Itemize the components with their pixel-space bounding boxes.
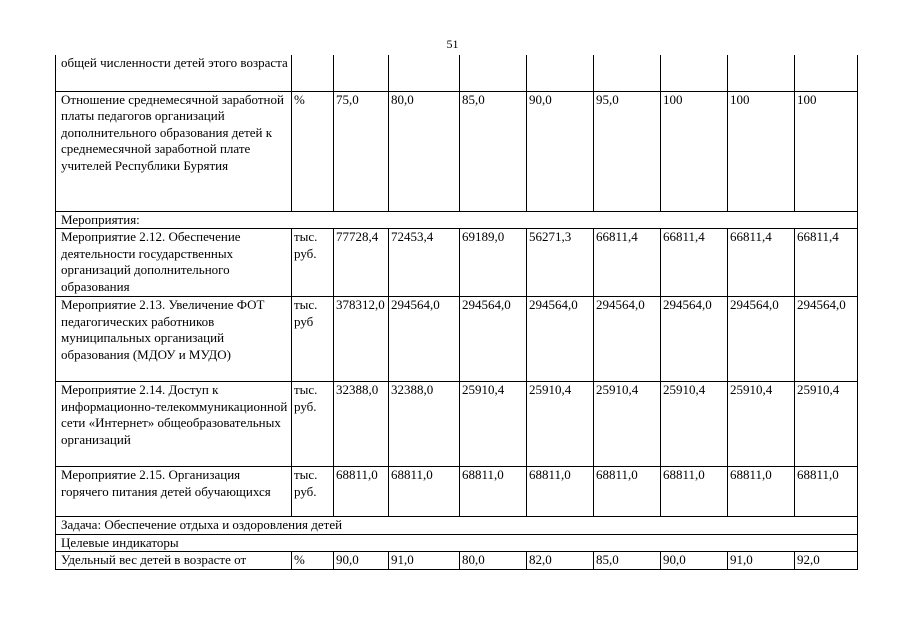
value-cell: 90,0 [527, 91, 594, 211]
value-cell: 100 [795, 91, 858, 211]
unit-cell: тыс. руб. [292, 382, 334, 467]
value-cell: 82,0 [527, 552, 594, 570]
value-cell: 294564,0 [728, 297, 795, 382]
value-cell: 294564,0 [389, 297, 460, 382]
table-row [56, 534, 858, 552]
value-cell: 68811,0 [334, 467, 389, 517]
value-cell: 66811,4 [594, 229, 661, 297]
section-heading: Мероприятия: [56, 211, 858, 229]
value-cell: 294564,0 [460, 297, 527, 382]
page-number: 51 [446, 37, 459, 51]
table-row [56, 55, 858, 91]
value-cell [795, 55, 858, 91]
value-cell: 100 [661, 91, 728, 211]
value-cell: 25910,4 [460, 382, 527, 467]
value-cell: 25910,4 [795, 382, 858, 467]
value-cell: 90,0 [661, 552, 728, 570]
value-cell: 378312,0 [334, 297, 389, 382]
section-heading: Целевые индикаторы [56, 534, 858, 552]
value-cell: 294564,0 [795, 297, 858, 382]
table-row [56, 517, 858, 535]
table-row [56, 91, 858, 211]
value-cell: 66811,4 [795, 229, 858, 297]
value-cell [728, 55, 795, 91]
unit-cell: тыс. руб. [292, 229, 334, 297]
table-row [56, 552, 858, 570]
value-cell: 80,0 [460, 552, 527, 570]
unit-cell: тыс. руб [292, 297, 334, 382]
unit-cell [292, 55, 334, 91]
indicator-description: Отношение среднемесячной заработной платы педагогов организаций дополнительного образования детей к среднемесячной заработной плате учителей Республики Бурятия [56, 91, 292, 211]
value-cell: 91,0 [389, 552, 460, 570]
value-cell [527, 55, 594, 91]
value-cell: 91,0 [728, 552, 795, 570]
value-cell: 32388,0 [334, 382, 389, 467]
value-cell: 68811,0 [460, 467, 527, 517]
value-cell: 56271,3 [527, 229, 594, 297]
value-cell: 68811,0 [728, 467, 795, 517]
table-row [56, 467, 858, 517]
value-cell: 95,0 [594, 91, 661, 211]
value-cell: 85,0 [460, 91, 527, 211]
table-row [56, 229, 858, 297]
table-row [56, 382, 858, 467]
value-cell: 294564,0 [527, 297, 594, 382]
value-cell: 25910,4 [661, 382, 728, 467]
indicator-description: Удельный вес детей в возрасте от [56, 552, 292, 570]
value-cell [594, 55, 661, 91]
value-cell [661, 55, 728, 91]
value-cell: 85,0 [594, 552, 661, 570]
table-row [56, 211, 858, 229]
indicator-description: общей численности детей этого возраста [56, 55, 292, 91]
value-cell: 100 [728, 91, 795, 211]
value-cell: 92,0 [795, 552, 858, 570]
value-cell: 68811,0 [594, 467, 661, 517]
table-row [56, 297, 858, 382]
value-cell: 80,0 [389, 91, 460, 211]
value-cell: 68811,0 [795, 467, 858, 517]
indicator-description: Мероприятие 2.14. Доступ к информационно-телекоммуникационной сети «Интернет» общеобразовательных организаций [56, 382, 292, 467]
value-cell: 25910,4 [728, 382, 795, 467]
value-cell: 32388,0 [389, 382, 460, 467]
value-cell [460, 55, 527, 91]
value-cell: 294564,0 [661, 297, 728, 382]
value-cell: 68811,0 [661, 467, 728, 517]
value-cell [334, 55, 389, 91]
indicator-description: Мероприятие 2.15. Организация горячего питания детей обучающихся [56, 467, 292, 517]
section-heading: Задача: Обеспечение отдыха и оздоровления детей [56, 517, 858, 535]
unit-cell: % [292, 91, 334, 211]
indicator-description: Мероприятие 2.13. Увеличение ФОТ педагогических работников муниципальных организаций образования (МДОУ и МУДО) [56, 297, 292, 382]
indicator-description: Мероприятие 2.12. Обеспечение деятельности государственных организаций дополнительного образования [56, 229, 292, 297]
unit-cell: тыс. руб. [292, 467, 334, 517]
value-cell: 25910,4 [594, 382, 661, 467]
indicators-table [55, 55, 858, 570]
value-cell: 77728,4 [334, 229, 389, 297]
value-cell: 66811,4 [728, 229, 795, 297]
value-cell: 68811,0 [389, 467, 460, 517]
value-cell: 69189,0 [460, 229, 527, 297]
unit-cell: % [292, 552, 334, 570]
value-cell [389, 55, 460, 91]
value-cell: 72453,4 [389, 229, 460, 297]
value-cell: 68811,0 [527, 467, 594, 517]
value-cell: 294564,0 [594, 297, 661, 382]
value-cell: 90,0 [334, 552, 389, 570]
value-cell: 25910,4 [527, 382, 594, 467]
value-cell: 66811,4 [661, 229, 728, 297]
value-cell: 75,0 [334, 91, 389, 211]
